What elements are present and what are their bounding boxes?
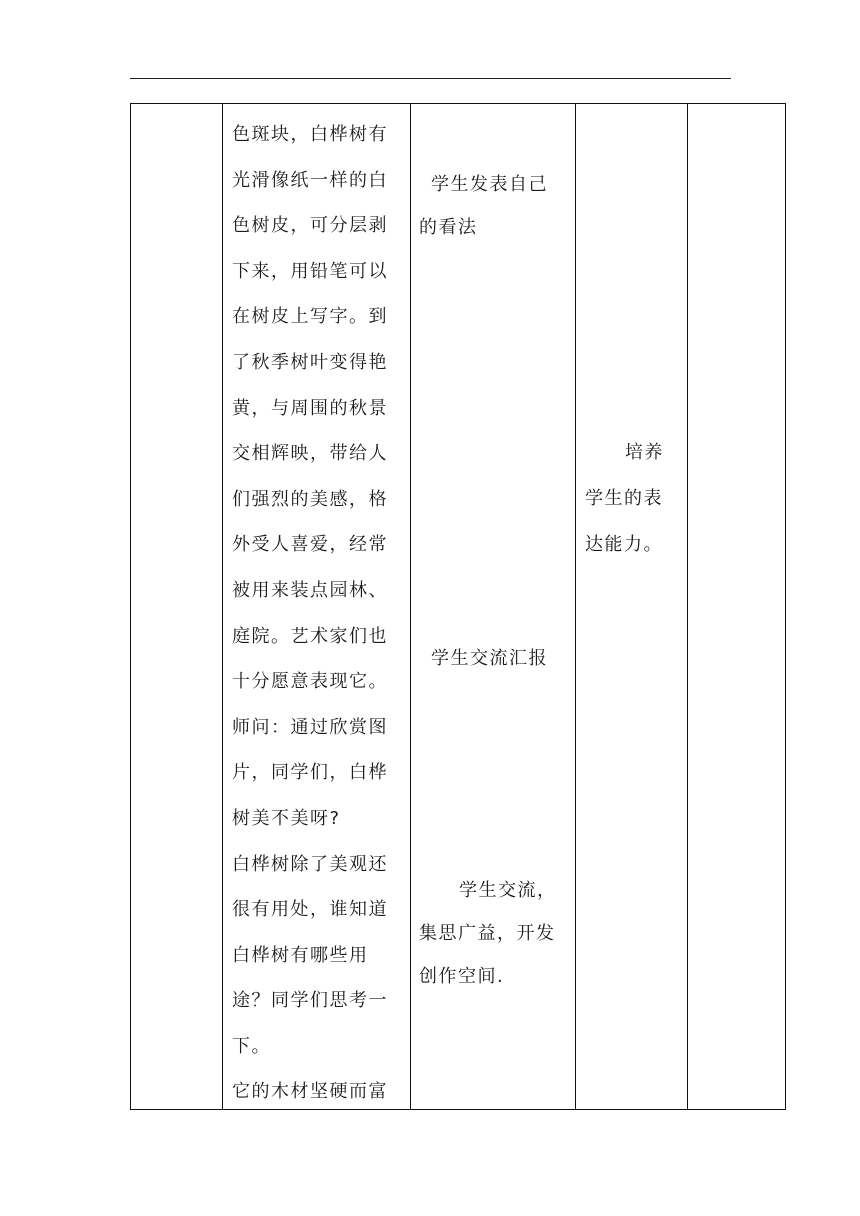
text-line: 交相辉映，带给人 (232, 443, 388, 465)
text-line: 们强烈的美感，格 (232, 488, 388, 510)
text-line: 学生发表自己 (431, 174, 548, 195)
student-block-opinion (419, 163, 548, 249)
text-line: 庭院。艺术家们也 (232, 625, 388, 647)
text-line: 片，同学们，白桦 (232, 762, 388, 784)
lesson-plan-table (130, 103, 786, 1110)
notes-cell (688, 104, 786, 1110)
student-block-report (419, 637, 548, 680)
text-line: 了秋季树叶变得艳 (232, 351, 388, 373)
text-line: 在树皮上写字。到 (232, 306, 388, 328)
text-line: 途？同学们思考一 (232, 990, 388, 1012)
text-line: 光滑像纸一样的白 (232, 169, 388, 191)
text-line: 达能力。 (585, 534, 663, 555)
text-line: 被用来装点园林、 (232, 579, 388, 601)
student-activity-cell (411, 104, 576, 1110)
text-line: 十分愿意表现它。 (232, 671, 388, 693)
text-line: 培养 (625, 442, 664, 463)
text-line: 色斑块，白桦树有 (232, 124, 388, 145)
text-line: 树美不美呀? (232, 807, 341, 829)
text-line: 黄，与周围的秋景 (232, 397, 388, 419)
text-line: 白桦树有哪些用 (232, 944, 369, 966)
table-row (131, 104, 786, 1110)
text-line: 它的木材坚硬而富 (232, 1081, 388, 1103)
text-line: 学生的表 (585, 488, 663, 509)
text-line: 很有用处，谁知道 (232, 899, 388, 921)
text-line: 外受人喜爱，经常 (232, 534, 388, 556)
text-line: 的看法 (419, 217, 478, 238)
text-line: 学生交流， (459, 880, 557, 901)
stage-cell (131, 104, 223, 1110)
text-line: 学生交流汇报 (431, 648, 548, 669)
text-line: 色树皮，可分层剥 (232, 215, 388, 237)
design-intent-cell (576, 104, 688, 1110)
teacher-activity-cell (223, 104, 411, 1110)
student-block-exchange (419, 869, 557, 998)
header-rule (130, 78, 731, 79)
text-line: 白桦树除了美观还 (232, 853, 388, 875)
text-line: 下。 (232, 1035, 271, 1057)
text-line: 创作空间. (419, 966, 505, 987)
design-intent-text (585, 430, 664, 568)
teacher-activity-text (232, 112, 402, 1115)
text-line: 下来，用铅笔可以 (232, 260, 388, 282)
text-line: 集思广益，开发 (419, 923, 556, 944)
text-line: 师问：通过欣赏图 (232, 716, 388, 738)
